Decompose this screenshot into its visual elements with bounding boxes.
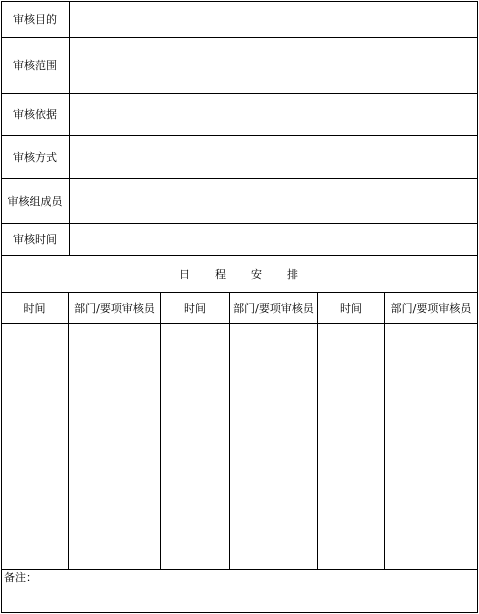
border-bottom [1,612,478,613]
schedule-cell-dept-auditor-3[interactable] [385,324,476,569]
label-audit-team: 审核组成员 [7,194,63,208]
schedule-cell-time-2[interactable] [161,324,229,569]
schedule-cell-time-3[interactable] [318,324,384,569]
schedule-cell-dept-auditor-1[interactable] [69,324,160,569]
label-audit-time: 审核时间 [13,233,57,246]
schedule-header-time-3: 时间 [340,302,362,315]
label-audit-purpose: 审核目的 [13,13,57,26]
label-audit-scope: 审核范围 [13,59,57,72]
field-audit-scope[interactable] [70,38,476,93]
remarks-field[interactable] [40,571,476,611]
field-audit-team[interactable] [70,179,476,223]
schedule-header-dept-auditor-2: 部门/要项审核员 [233,302,314,315]
row-divider [1,569,478,570]
field-audit-time[interactable] [70,224,476,255]
field-audit-basis[interactable] [70,94,476,135]
field-audit-method[interactable] [70,136,476,178]
schedule-header-time-2: 时间 [184,302,206,315]
label-audit-basis: 审核依据 [13,108,57,121]
schedule-header-dept-auditor-1: 部门/要项审核员 [74,302,155,315]
schedule-title: 日 程 安 排 [179,268,299,281]
remarks-label: 备注： [4,571,37,584]
schedule-header-time-1: 时间 [23,302,46,315]
schedule-cell-dept-auditor-2[interactable] [230,324,317,569]
label-audit-method: 审核方式 [13,150,57,164]
schedule-cell-time-1[interactable] [2,324,68,569]
field-audit-purpose[interactable] [70,2,476,37]
schedule-header-dept-auditor-3: 部门/要项审核员 [390,302,472,315]
